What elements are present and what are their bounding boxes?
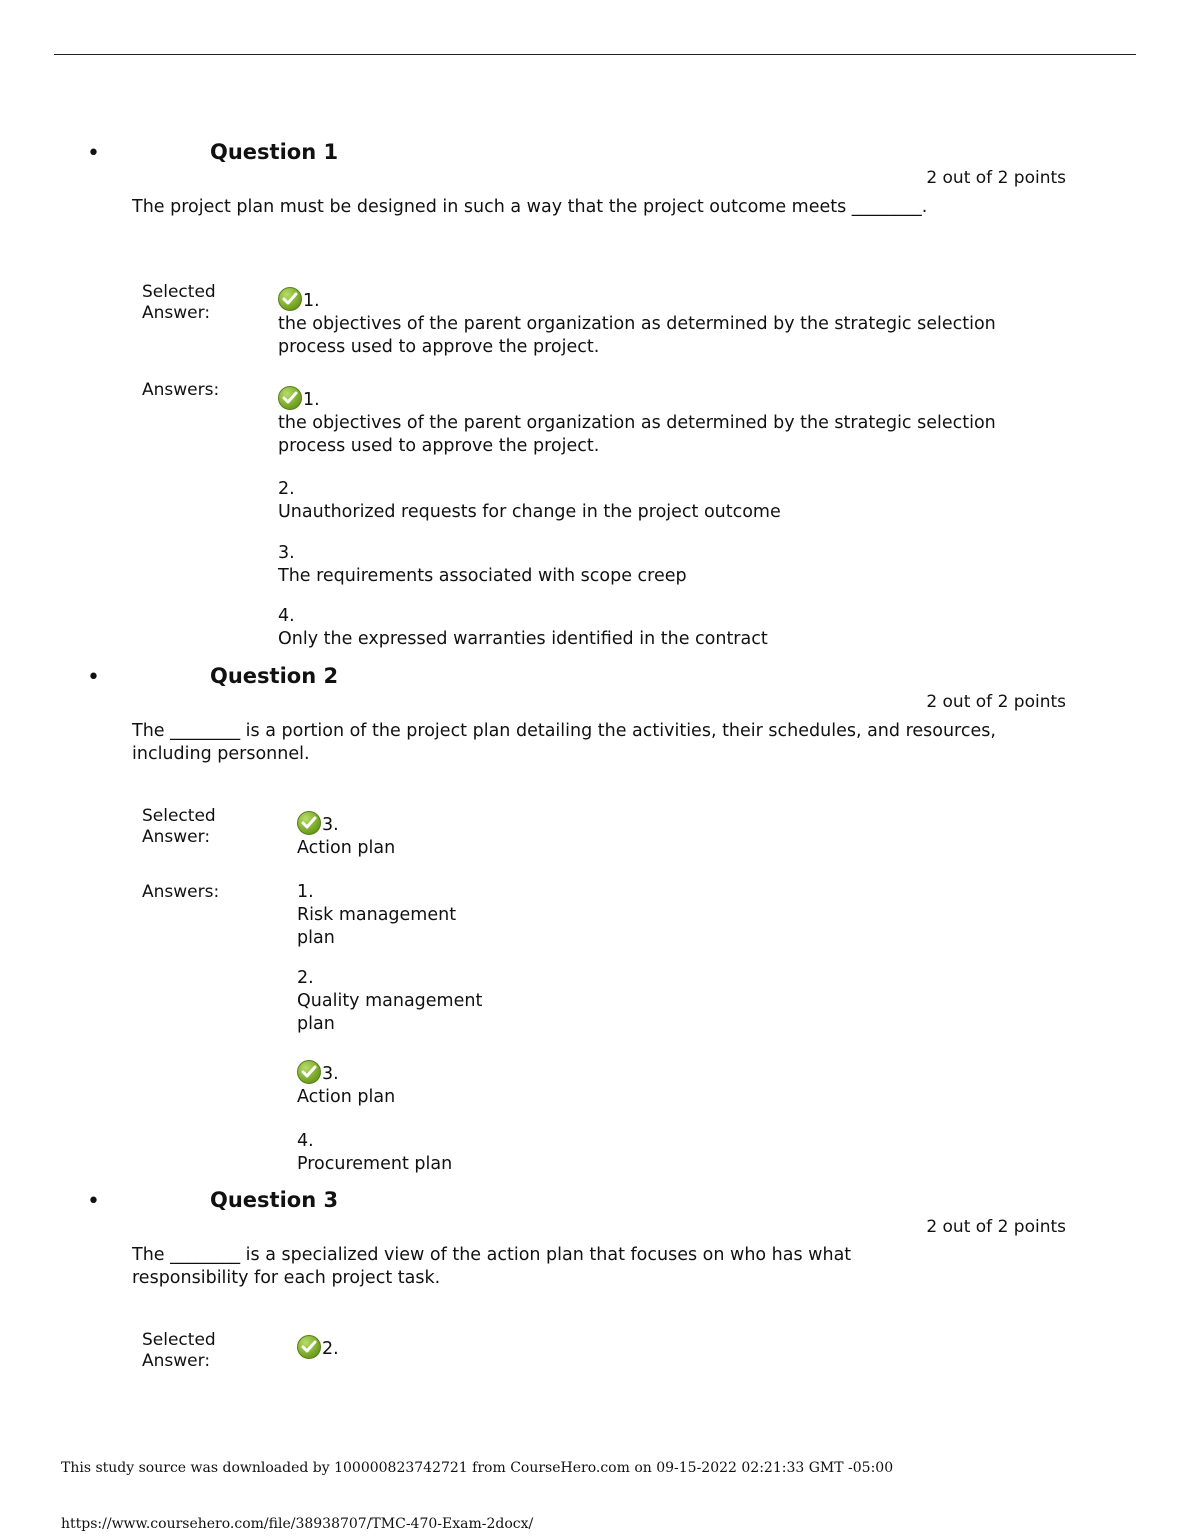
answer-text: Quality management plan <box>297 991 483 1034</box>
answer-text: Action plan <box>297 1087 396 1107</box>
selected-answer-label: Selected Answer: <box>142 1330 216 1371</box>
question-points: 2 out of 2 points <box>926 692 1066 712</box>
bullet: • <box>87 1189 100 1214</box>
question-title: Question 2 <box>210 664 339 688</box>
answer-number: 2. <box>297 968 314 988</box>
answers-label: Answers: <box>142 380 220 400</box>
answer-number: 1. <box>303 291 320 311</box>
answer-option-1 <box>297 881 497 950</box>
answer-number: 4. <box>297 1131 314 1151</box>
answer-number: 2. <box>278 479 295 499</box>
question-text: The ________ is a portion of the project plan detailing the activities, their schedules, and resources, including personnel. <box>132 721 996 764</box>
question-text: The project plan must be designed in such a way that the project outcome meets ________. <box>132 197 928 217</box>
bullet: • <box>87 141 100 166</box>
question-text: The ________ is a specialized view of the action plan that focuses on who has what responsibility for each project task. <box>132 1245 852 1288</box>
answers-label: Answers: <box>142 882 220 902</box>
correct-check-icon <box>297 811 321 835</box>
selected-answer <box>297 809 517 860</box>
answer-text: Action plan <box>297 838 396 858</box>
selected-answer-label: Selected Answer: <box>142 806 216 847</box>
bullet: • <box>87 665 100 690</box>
answer-text: the objectives of the parent organization as determined by the strategic selection process used to approve the project. <box>278 314 996 357</box>
answer-number: 3. <box>322 1064 339 1084</box>
answer-number: 1. <box>303 390 320 410</box>
selected-answer <box>278 285 998 359</box>
selected-answer-label: Selected Answer: <box>142 282 216 323</box>
answer-number: 2. <box>322 1339 339 1359</box>
source-url[interactable]: https://www.coursehero.com/file/38938707/TMC-470-Exam-2docx/ <box>61 1516 534 1532</box>
answer-text: The requirements associated with scope creep <box>278 566 687 586</box>
answer-text: the objectives of the parent organization as determined by the strategic selection process used to approve the project. <box>278 413 996 456</box>
question-points: 2 out of 2 points <box>926 1217 1066 1237</box>
correct-check-icon <box>297 1060 321 1084</box>
answer-option-2 <box>297 967 517 1036</box>
answer-option-1 <box>278 384 998 458</box>
answer-number: 3. <box>322 815 339 835</box>
answer-text: Only the expressed warranties identified in the contract <box>278 629 768 649</box>
question-title: Question 3 <box>210 1188 339 1212</box>
answer-option-4 <box>278 605 998 651</box>
answer-option-3 <box>297 1058 517 1109</box>
question-title: Question 1 <box>210 140 339 164</box>
question-points: 2 out of 2 points <box>926 168 1066 188</box>
answer-text: Risk management plan <box>297 905 457 948</box>
correct-check-icon <box>278 287 302 311</box>
answer-number: 3. <box>278 543 295 563</box>
answer-number: 4. <box>278 606 295 626</box>
answer-option-4 <box>297 1130 517 1176</box>
correct-check-icon <box>297 1335 321 1359</box>
download-note: This study source was downloaded by 100000823742721 from CourseHero.com on 09-15-2022 02:21:33 GMT -05:00 <box>61 1460 894 1476</box>
answer-option-2 <box>278 478 998 524</box>
answer-option-3 <box>278 542 998 588</box>
top-divider <box>54 54 1136 55</box>
correct-check-icon <box>278 386 302 410</box>
selected-answer <box>297 1333 517 1361</box>
answer-text: Unauthorized requests for change in the project outcome <box>278 502 781 522</box>
answer-number: 1. <box>297 882 314 902</box>
answer-text: Procurement plan <box>297 1154 453 1174</box>
